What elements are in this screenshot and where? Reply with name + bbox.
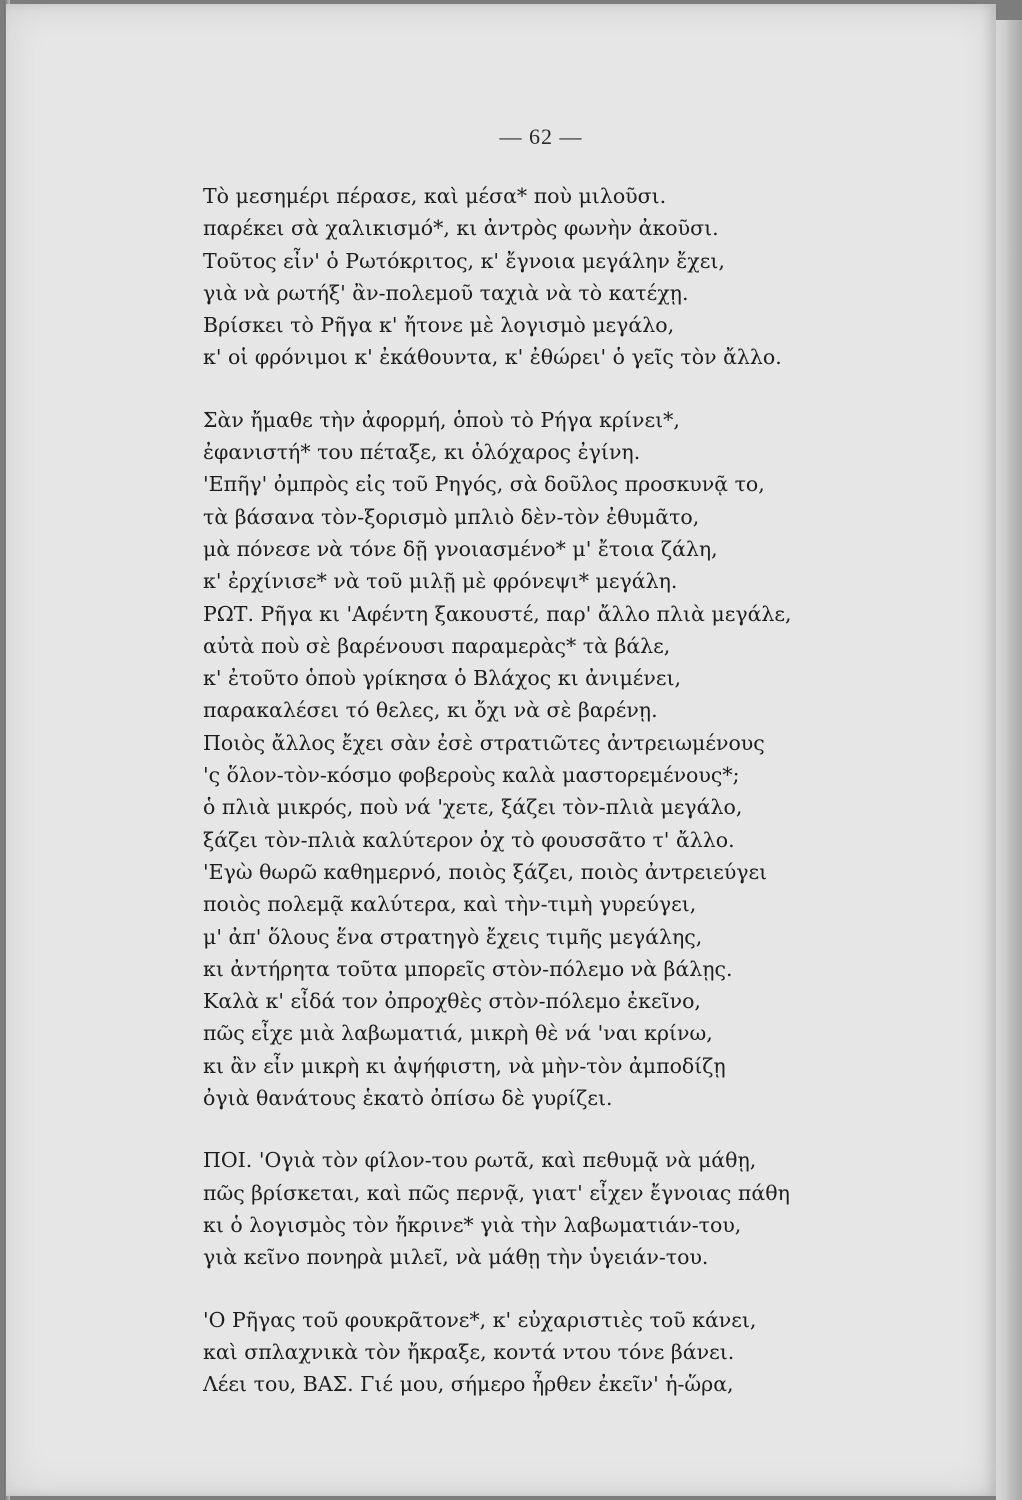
- stanza-gap: [203, 1274, 893, 1304]
- stanza-4: [203, 1304, 893, 1401]
- stanza-gap: [203, 1114, 893, 1144]
- verse-line: 'Επῆγ' ὀμπρὸς εἰς τοῦ Ρηγός, σὰ δοῦλος προσκυνᾷ το,: [203, 472, 765, 497]
- poem-text: [203, 180, 893, 1400]
- verse-line: Βρίσκει τὸ Ρῆγα κ' ἤτονε μὲ λογισμὸ μεγάλο,: [203, 313, 675, 338]
- verse-line: ΡΩΤ. Ρῆγα κι 'Αφέντη ξακουστέ, παρ' ἄλλο πλιὰ μεγάλε,: [203, 601, 792, 626]
- verse-line: 'ς ὅλον-τὸν-κόσμο φοβεροὺς καλὰ μαστορεμένους*;: [203, 763, 740, 788]
- verse-line: κ' ἐτοῦτο ὁποὺ γρίκησα ὁ Βλάχος κι ἀνιμένει,: [203, 666, 682, 691]
- verse-line: αὐτὰ ποὺ σὲ βαρένουσι παραμερὰς* τὰ βάλε,: [203, 633, 671, 658]
- verse-line: κ' οἱ φρόνιμοι κ' ἐκάθουντα, κ' ἐθώρει' ὁ γεῖς τὸν ἄλλο.: [203, 345, 782, 370]
- verse-line: 'Εγὼ θωρῶ καθημερνό, ποιὸς ξάζει, ποιὸς ἀντρειεύγει: [203, 859, 768, 884]
- verse-line: Ποιὸς ἄλλος ἔχει σὰν ἐσὲ στρατιῶτες ἀντρειωμένους: [203, 730, 765, 755]
- page-number: — 62 —: [499, 124, 583, 149]
- verse-line: κ' ἐρχίνισε* νὰ τοῦ μιλῇ μὲ φρόνεψι* μεγάλη.: [203, 569, 678, 594]
- stanza-3: [203, 1144, 893, 1273]
- verse-line: πῶς βρίσκεται, καὶ πῶς περνᾷ, γιατ' εἶχεν ἔγνοιας πάθη: [203, 1180, 790, 1205]
- verse-line: κι ἀντήρητα τοῦτα μπορεῖς στὸν-πόλεμο νὰ βάλῃς.: [203, 956, 733, 981]
- stanza-1: [203, 180, 893, 374]
- verse-line: παρέκει σὰ χαλικισμό*, κι ἀντρὸς φωνὴν ἀκοῦσι.: [203, 216, 719, 241]
- stanza-gap: [203, 374, 893, 404]
- verse-line: μὰ πόνεσε νὰ τόνε δῇ γνοιασμένο* μ' ἔτοια ζάλη,: [203, 536, 718, 561]
- verse-line: ποιὸς πολεμᾷ καλύτερα, καὶ τὴν-τιμὴ γυρεύγει,: [203, 892, 697, 917]
- verse-line: πῶς εἶχε μιὰ λαβωματιά, μικρὴ θὲ νά 'ναι κρίνω,: [203, 1021, 713, 1046]
- verse-line: κι ἂν εἶν μικρὴ κι ἀψήφιστη, νὰ μὴν-τὸν ἀμποδίζῃ: [203, 1053, 726, 1078]
- verse-line: ἐφανιστή* του πέταξε, κι ὁλόχαρος ἐγίνη.: [203, 440, 641, 465]
- verse-line: γιὰ νὰ ρωτήξ' ἂν-πολεμοῦ ταχιὰ νὰ τὸ κατέχῃ.: [203, 280, 689, 305]
- verse-line: Καλὰ κ' εἶδά τον ὀπροχθὲς στὸν-πόλεμο ἐκεῖνο,: [203, 989, 701, 1014]
- verse-line: 'Ο Ρῆγας τοῦ φουκρᾶτονε*, κ' εὐχαριστιὲς τοῦ κάνει,: [203, 1307, 757, 1332]
- verse-line: καὶ σπλαχνικὰ τὸν ἤκραξε, κοντά ντου τόνε βάνει.: [203, 1339, 735, 1364]
- stanza-2: [203, 404, 893, 1115]
- verse-line: ὀγιὰ θανάτους ἑκατὸ ὀπίσω δὲ γυρίζει.: [203, 1086, 613, 1111]
- verse-line: ΠΟΙ. 'Ογιὰ τὸν φίλον-του ρωτᾶ, καὶ πεθυμᾷ νὰ μάθῃ,: [203, 1148, 757, 1173]
- verse-line: παρακαλέσει τό θελες, κι ὄχι νὰ σὲ βαρένῃ.: [203, 698, 658, 723]
- verse-line: τὰ βάσανα τὸν-ξορισμὸ μπλιὸ δὲν-τὸν ἐθυμᾶτο,: [203, 504, 700, 529]
- verse-line: Λέει του, ΒΑΣ. Γιέ μου, σήμερο ἦρθεν ἐκεῖν' ἡ-ὥρα,: [203, 1372, 734, 1397]
- verse-line: ὁ πλιὰ μικρός, ποὺ νά 'χετε, ξάζει τὸν-πλιὰ μεγάλο,: [203, 795, 743, 820]
- next-page-edge: [996, 20, 1022, 1500]
- verse-line: Τὸ μεσημέρι πέρασε, καὶ μέσα* ποὺ μιλοῦσι.: [203, 184, 667, 208]
- verse-line: ξάζει τὸν-πλιὰ καλύτερον ὀχ τὸ φουσσᾶτο τ' ἄλλο.: [203, 827, 735, 852]
- verse-line: κι ὁ λογισμὸς τὸν ἤκρινε* γιὰ τὴν λαβωματιάν-του,: [203, 1212, 742, 1237]
- verse-line: μ' ἀπ' ὅλους ἕνα στρατηγὸ ἔχεις τιμῆς μεγάλης,: [203, 924, 703, 949]
- verse-line: Τοῦτος εἶν' ὁ Ρωτόκριτος, κ' ἔγνοια μεγάλην ἔχει,: [203, 248, 725, 273]
- verse-line: Σὰν ἤμαθε τὴν ἀφορμή, ὁποὺ τὸ Ρήγα κρίνει*,: [203, 407, 680, 432]
- verse-line: γιὰ κεῖνο πονηρὰ μιλεῖ, νὰ μάθῃ τὴν ὑγειάν-του.: [203, 1245, 709, 1270]
